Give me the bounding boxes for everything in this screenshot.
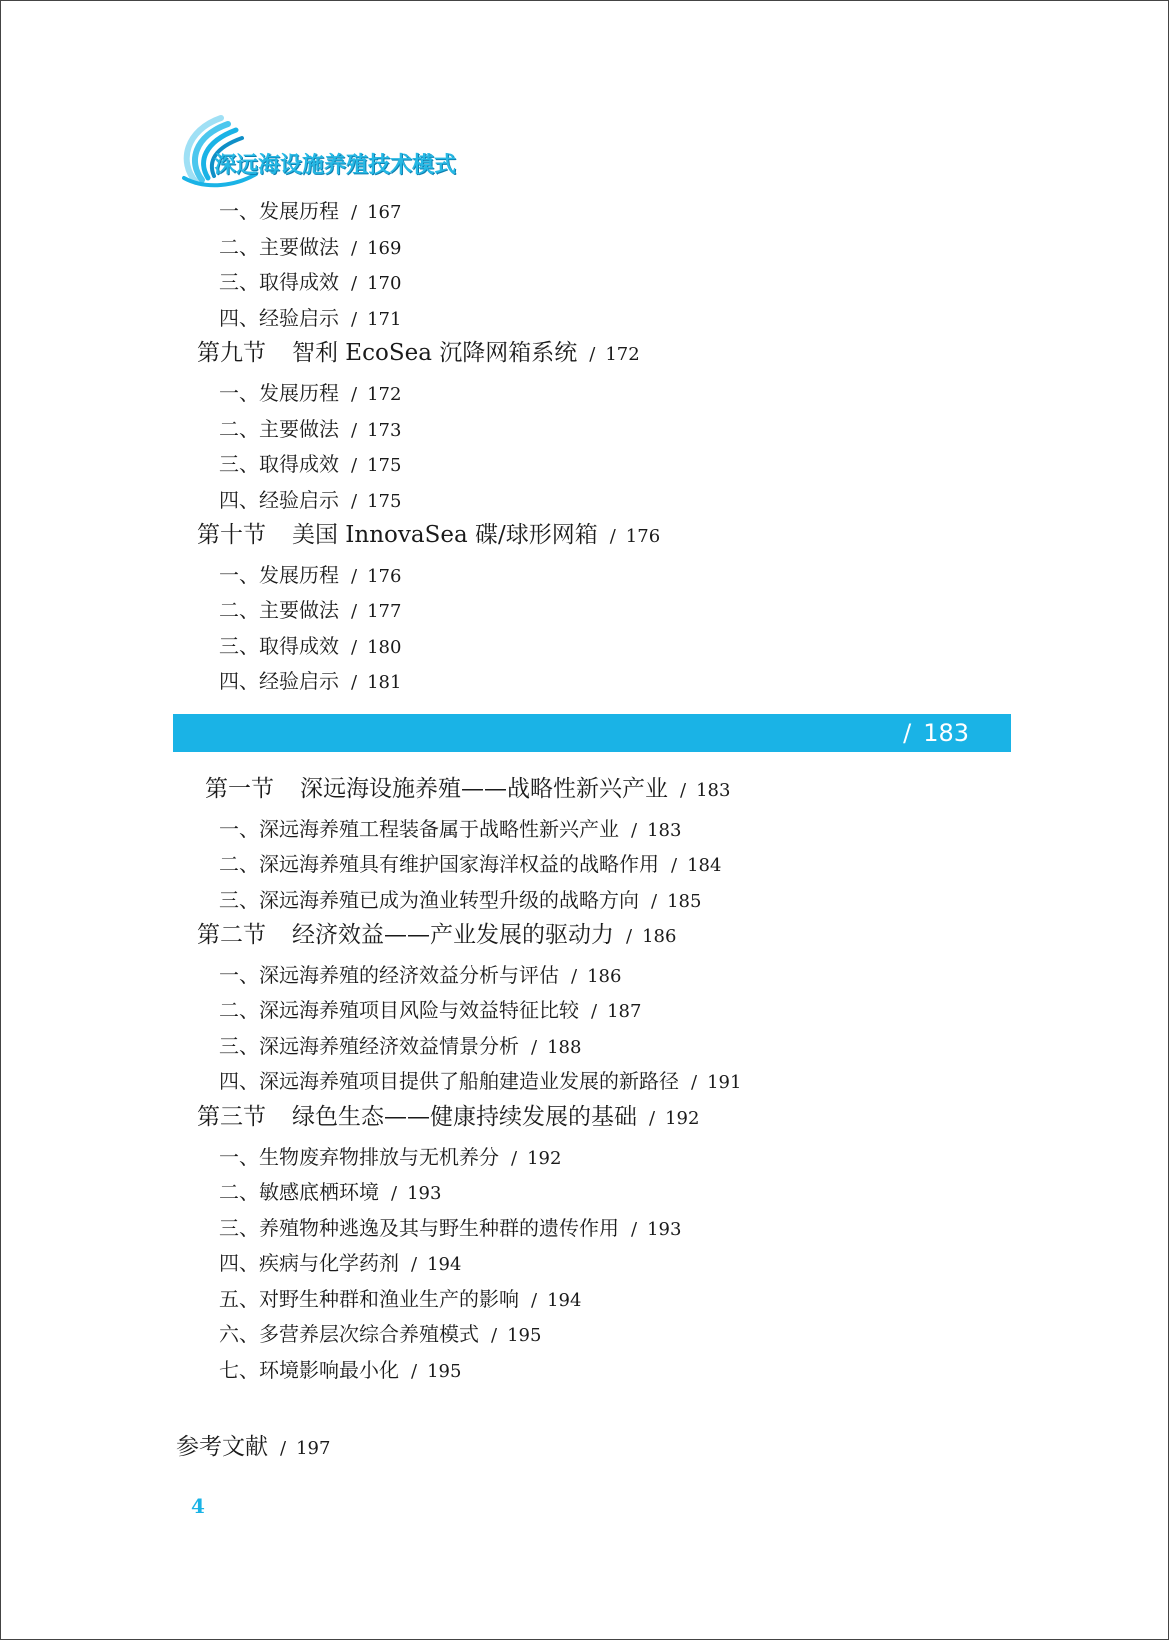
toc-page-number: 175 bbox=[367, 491, 402, 512]
toc-page-number: 183 bbox=[647, 820, 682, 841]
page-separator: / bbox=[691, 1072, 698, 1093]
toc-page-number: 183 bbox=[696, 780, 731, 801]
references-entry[interactable] bbox=[176, 1428, 330, 1461]
toc-page-number: 177 bbox=[367, 601, 402, 622]
chapter-band[interactable] bbox=[173, 714, 1011, 752]
page-separator: / bbox=[680, 780, 687, 801]
toc-item-label: 四、深远海养殖项目提供了船舶建造业发展的新路径 bbox=[219, 1069, 679, 1093]
toc-page-number: 193 bbox=[407, 1183, 442, 1204]
toc-item[interactable] bbox=[219, 1147, 561, 1168]
page-separator: / bbox=[609, 526, 616, 547]
toc-item[interactable] bbox=[219, 600, 401, 621]
toc-item-label: 二、深远海养殖具有维护国家海洋权益的战略作用 bbox=[219, 852, 659, 876]
toc-item-label: 一、深远海养殖的经济效益分析与评估 bbox=[219, 963, 559, 987]
toc-item-label: 一、生物废弃物排放与无机养分 bbox=[219, 1145, 499, 1169]
page-separator: / bbox=[351, 637, 358, 658]
toc-page-number: 172 bbox=[367, 384, 402, 405]
toc-item[interactable] bbox=[219, 1182, 441, 1203]
page-separator: / bbox=[351, 566, 358, 587]
toc-item[interactable] bbox=[219, 1289, 581, 1310]
page-separator: / bbox=[511, 1148, 518, 1169]
toc-item-label: 一、发展历程 bbox=[219, 563, 339, 587]
page-separator: / bbox=[391, 1183, 398, 1204]
toc-item[interactable] bbox=[219, 1000, 641, 1021]
toc-item-label: 三、取得成效 bbox=[219, 270, 339, 294]
toc-section-title: 绿色生态——健康持续发展的基础 bbox=[292, 1104, 637, 1130]
toc-section[interactable] bbox=[197, 924, 676, 947]
toc-item[interactable] bbox=[219, 383, 401, 404]
toc-item[interactable] bbox=[219, 272, 401, 293]
toc-item-label: 四、疾病与化学药剂 bbox=[219, 1251, 399, 1275]
toc-item[interactable] bbox=[219, 1218, 681, 1239]
page-separator: / bbox=[671, 855, 678, 876]
toc-section[interactable] bbox=[197, 1106, 699, 1129]
toc-item[interactable] bbox=[219, 671, 401, 692]
toc-section-prefix: 第九节 bbox=[197, 340, 266, 366]
references-label: 参考文献 bbox=[176, 1434, 268, 1460]
toc-page-number: 193 bbox=[647, 1219, 682, 1240]
toc-page-number: 171 bbox=[367, 309, 402, 330]
page-separator: / bbox=[631, 1219, 638, 1240]
toc-item[interactable] bbox=[219, 819, 681, 840]
toc-page-number: 172 bbox=[605, 344, 640, 365]
toc-page-number: 192 bbox=[527, 1148, 562, 1169]
page-separator: / bbox=[351, 202, 358, 223]
toc-item-label: 一、发展历程 bbox=[219, 381, 339, 405]
toc-page-number: 187 bbox=[607, 1001, 642, 1022]
toc-page-number: 186 bbox=[587, 966, 622, 987]
page-separator: / bbox=[531, 1037, 538, 1058]
chapter-page-ref bbox=[903, 719, 969, 747]
toc-page-number: 175 bbox=[367, 455, 402, 476]
page-separator: / bbox=[631, 820, 638, 841]
toc-item[interactable] bbox=[219, 1036, 581, 1057]
page-separator: / bbox=[411, 1361, 418, 1382]
toc-item[interactable] bbox=[219, 1071, 741, 1092]
header-title: 深远海设施养殖技术模式 bbox=[214, 153, 457, 178]
toc-item-label: 二、主要做法 bbox=[219, 598, 339, 622]
toc-item-label: 四、经验启示 bbox=[219, 306, 339, 330]
toc-item-label: 三、取得成效 bbox=[219, 634, 339, 658]
header-logo bbox=[176, 112, 476, 192]
toc-item[interactable] bbox=[219, 201, 401, 222]
page-separator: / bbox=[589, 344, 596, 365]
toc-section-prefix: 第一节 bbox=[205, 776, 274, 802]
page-separator: / bbox=[626, 926, 633, 947]
toc-page-number: 170 bbox=[367, 273, 402, 294]
page-separator: / bbox=[351, 420, 358, 441]
toc-page-number: 167 bbox=[367, 202, 402, 223]
toc-page-number: 197 bbox=[296, 1438, 331, 1459]
toc-item[interactable] bbox=[219, 890, 701, 911]
toc-item-label: 三、深远海养殖经济效益情景分析 bbox=[219, 1034, 519, 1058]
toc-item-label: 二、敏感底栖环境 bbox=[219, 1180, 379, 1204]
toc-page-number: 188 bbox=[547, 1037, 582, 1058]
page-separator: / bbox=[351, 455, 358, 476]
toc-section[interactable] bbox=[197, 524, 660, 547]
toc-section-prefix: 第三节 bbox=[197, 1104, 266, 1130]
toc-item-label: 三、取得成效 bbox=[219, 452, 339, 476]
page-number: 4 bbox=[191, 1494, 205, 1518]
page-separator: / bbox=[531, 1290, 538, 1311]
toc-section-title: 经济效益——产业发展的驱动力 bbox=[292, 922, 614, 948]
toc-item[interactable] bbox=[219, 854, 721, 875]
toc-section-prefix: 第十节 bbox=[197, 522, 266, 548]
toc-item-label: 二、主要做法 bbox=[219, 235, 339, 259]
page-separator: / bbox=[351, 491, 358, 512]
toc-item[interactable] bbox=[219, 636, 401, 657]
toc-item[interactable] bbox=[219, 419, 401, 440]
page-separator: / bbox=[571, 966, 578, 987]
toc-section[interactable] bbox=[197, 342, 640, 365]
toc-page-number: 180 bbox=[367, 637, 402, 658]
toc-item-label: 二、深远海养殖项目风险与效益特征比较 bbox=[219, 998, 579, 1022]
page-separator: / bbox=[351, 672, 358, 693]
toc-item-label: 四、经验启示 bbox=[219, 488, 339, 512]
toc-page-number: 191 bbox=[707, 1072, 742, 1093]
page-separator: / bbox=[351, 384, 358, 405]
page-separator: / bbox=[351, 309, 358, 330]
page-separator: / bbox=[280, 1438, 287, 1459]
toc-page-number: 184 bbox=[687, 855, 722, 876]
page-separator: / bbox=[411, 1254, 418, 1275]
page-separator: / bbox=[351, 238, 358, 259]
toc-item[interactable] bbox=[219, 454, 401, 475]
toc-item[interactable] bbox=[219, 490, 401, 511]
toc-item-label: 七、环境影响最小化 bbox=[219, 1358, 399, 1382]
toc-item-label: 三、深远海养殖已成为渔业转型升级的战略方向 bbox=[219, 888, 639, 912]
toc-section[interactable] bbox=[205, 778, 730, 801]
page-separator: / bbox=[651, 891, 658, 912]
toc-page-number: 195 bbox=[427, 1361, 462, 1382]
toc-page-number: 192 bbox=[665, 1108, 700, 1129]
toc-item-label: 一、深远海养殖工程装备属于战略性新兴产业 bbox=[219, 817, 619, 841]
toc-page-number: 194 bbox=[427, 1254, 462, 1275]
toc-item-label: 一、发展历程 bbox=[219, 199, 339, 223]
toc-page-number: 169 bbox=[367, 238, 402, 259]
page-separator: / bbox=[351, 273, 358, 294]
toc-section-title: 智利 EcoSea 沉降网箱系统 bbox=[292, 340, 578, 366]
toc-section-title: 美国 InnovaSea 碟/球形网箱 bbox=[292, 522, 598, 548]
page-separator: / bbox=[649, 1108, 656, 1129]
toc-item-label: 五、对野生种群和渔业生产的影响 bbox=[219, 1287, 519, 1311]
toc-page-number: 194 bbox=[547, 1290, 582, 1311]
toc-section-prefix: 第二节 bbox=[197, 922, 266, 948]
toc-page-number: 173 bbox=[367, 420, 402, 441]
page-separator: / bbox=[591, 1001, 598, 1022]
toc-item[interactable] bbox=[219, 308, 401, 329]
toc-page-number: 176 bbox=[367, 566, 402, 587]
page-separator: / bbox=[351, 601, 358, 622]
toc-page-number: 186 bbox=[642, 926, 677, 947]
toc-item-label: 三、养殖物种逃逸及其与野生种群的遗传作用 bbox=[219, 1216, 619, 1240]
toc-item[interactable] bbox=[219, 237, 401, 258]
toc-page-number: 195 bbox=[507, 1325, 542, 1346]
toc-item[interactable] bbox=[219, 1253, 461, 1274]
toc-section-title: 深远海设施养殖——战略性新兴产业 bbox=[300, 776, 668, 802]
chapter-page-number: 183 bbox=[923, 719, 969, 747]
page-separator: / bbox=[903, 719, 912, 747]
toc-item-label: 四、经验启示 bbox=[219, 669, 339, 693]
toc-item-label: 六、多营养层次综合养殖模式 bbox=[219, 1322, 479, 1346]
toc-page-number: 181 bbox=[367, 672, 402, 693]
toc-item[interactable] bbox=[219, 565, 401, 586]
toc-item[interactable] bbox=[219, 965, 621, 986]
toc-item-label: 二、主要做法 bbox=[219, 417, 339, 441]
toc-item[interactable] bbox=[219, 1360, 461, 1381]
page-separator: / bbox=[491, 1325, 498, 1346]
toc-item[interactable] bbox=[219, 1324, 541, 1345]
toc-page-number: 185 bbox=[667, 891, 702, 912]
toc-page-number: 176 bbox=[625, 526, 661, 547]
